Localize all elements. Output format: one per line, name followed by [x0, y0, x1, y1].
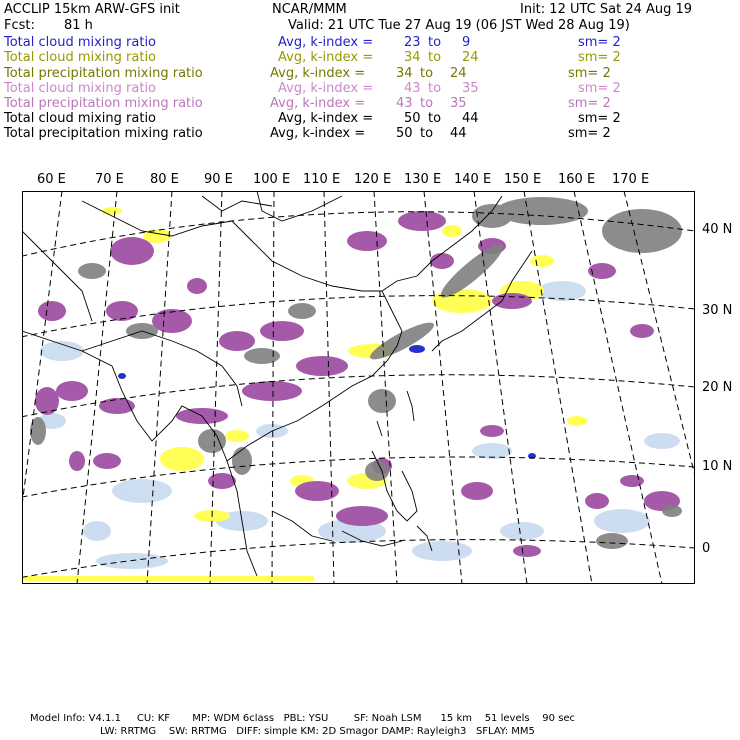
- legend-k-end: 35: [450, 96, 467, 111]
- legend-to: to: [420, 126, 434, 141]
- legend-to: to: [428, 50, 442, 65]
- legend-k-end: 24: [462, 50, 479, 65]
- lon-label: 90 E: [204, 172, 233, 187]
- lat-label: 10 N: [702, 459, 733, 474]
- legend-avg: Avg, k-index =: [278, 81, 374, 96]
- legend-avg: Avg, k-index =: [278, 35, 374, 50]
- legend-k-end: 24: [450, 66, 467, 81]
- lon-label: 80 E: [150, 172, 179, 187]
- legend-k-start: 23: [404, 35, 421, 50]
- legend-to: to: [420, 66, 434, 81]
- legend-field: Total cloud mixing ratio: [4, 111, 157, 126]
- legend-smoothing: sm= 2: [568, 66, 611, 81]
- legend-k-start: 34: [404, 50, 421, 65]
- lon-label: 170 E: [612, 172, 650, 187]
- lon-label: 60 E: [37, 172, 66, 187]
- legend-k-end: 35: [462, 81, 479, 96]
- lon-label: 70 E: [95, 172, 124, 187]
- valid-time: Valid: 21 UTC Tue 27 Aug 19 (06 JST Wed 28 Aug 19): [288, 18, 630, 33]
- legend-smoothing: sm= 2: [578, 50, 621, 65]
- lon-label: 110 E: [303, 172, 341, 187]
- lat-label: 40 N: [702, 222, 733, 237]
- lon-label: 160 E: [558, 172, 596, 187]
- legend-field: Total precipitation mixing ratio: [4, 66, 203, 81]
- legend-field: Total precipitation mixing ratio: [4, 126, 203, 141]
- legend-k-end: 44: [462, 111, 479, 126]
- lat-label: 0: [702, 541, 711, 556]
- model-title: ACCLIP 15km ARW-GFS init: [4, 2, 180, 17]
- legend-k-start: 43: [404, 81, 421, 96]
- legend-avg: Avg, k-index =: [270, 126, 366, 141]
- map-panel: [22, 191, 695, 584]
- lat-label: 20 N: [702, 380, 733, 395]
- legend-smoothing: sm= 2: [578, 35, 621, 50]
- legend-k-start: 50: [404, 111, 421, 126]
- init-time: Init: 12 UTC Sat 24 Aug 19: [520, 2, 693, 17]
- legend-k-end: 9: [462, 35, 471, 50]
- lon-label: 120 E: [354, 172, 392, 187]
- legend-avg: Avg, k-index =: [270, 96, 366, 111]
- legend-field: Total cloud mixing ratio: [4, 50, 157, 65]
- forecast-label: Fcst:: [4, 18, 35, 33]
- lon-label: 100 E: [253, 172, 291, 187]
- model-info-line2: LW: RRTMG SW: RRTMG DIFF: simple KM: 2D Smagor DAMP: Rayleigh3 SFLAY: MM5: [100, 726, 535, 737]
- legend-to: to: [428, 35, 442, 50]
- legend-avg: Avg, k-index =: [278, 50, 374, 65]
- lon-label: 150 E: [504, 172, 542, 187]
- legend-smoothing: sm= 2: [578, 111, 621, 126]
- model-info-line1: Model Info: V4.1.1 CU: KF MP: WDM 6class PBL: YSU SF: Noah LSM 15 km 51 levels 90 sec: [30, 713, 576, 724]
- legend-k-start: 43: [396, 96, 413, 111]
- legend-smoothing: sm= 2: [568, 96, 611, 111]
- legend-avg: Avg, k-index =: [278, 111, 374, 126]
- legend-smoothing: sm= 2: [578, 81, 621, 96]
- legend-k-start: 34: [396, 66, 413, 81]
- lon-label: 140 E: [454, 172, 492, 187]
- organization: NCAR/MMM: [272, 2, 347, 17]
- legend-field: Total cloud mixing ratio: [4, 81, 157, 96]
- legend-field: Total precipitation mixing ratio: [4, 96, 203, 111]
- legend-field: Total cloud mixing ratio: [4, 35, 157, 50]
- legend-to: to: [428, 81, 442, 96]
- lon-label: 130 E: [404, 172, 442, 187]
- legend-to: to: [428, 111, 442, 126]
- legend-to: to: [420, 96, 434, 111]
- forecast-hour: 81 h: [64, 18, 93, 33]
- legend-k-start: 50: [396, 126, 413, 141]
- legend-smoothing: sm= 2: [568, 126, 611, 141]
- legend-k-end: 44: [450, 126, 467, 141]
- lat-label: 30 N: [702, 303, 733, 318]
- legend-avg: Avg, k-index =: [270, 66, 366, 81]
